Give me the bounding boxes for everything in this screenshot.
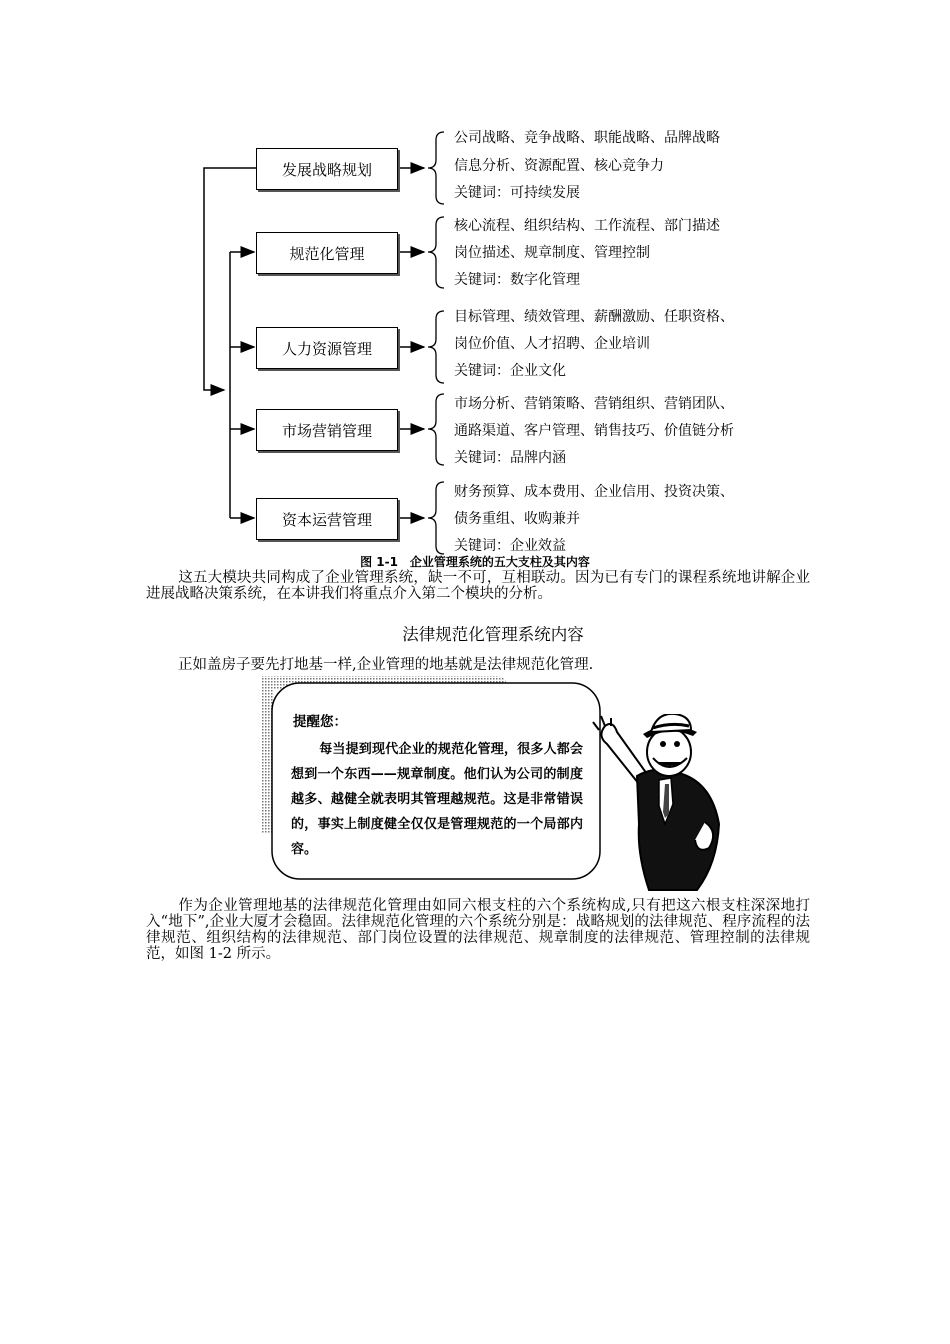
module-line: 岗位价值、人才招聘、企业培训 bbox=[454, 336, 650, 352]
figure-caption: 图 1-1 企业管理系统的五大支柱及其内容 bbox=[360, 555, 590, 569]
module-line: 核心流程、组织结构、工作流程、部门描述 bbox=[454, 218, 720, 234]
module-keyword: 关键词：数字化管理 bbox=[454, 272, 580, 288]
module-line: 债务重组、收购兼并 bbox=[454, 511, 580, 527]
module-keyword: 关键词：品牌内涵 bbox=[454, 450, 566, 466]
module-box-standardization: 规范化管理 bbox=[256, 232, 398, 274]
module-line: 市场分析、营销策略、营销组织、营销团队、 bbox=[454, 396, 734, 412]
paragraph-2-text: 正如盖房子要先打地基一样,企业管理的地基就是法律规范化管理. bbox=[178, 657, 594, 673]
module-keyword: 关键词：企业效益 bbox=[454, 538, 566, 554]
module-line: 公司战略、竞争战略、职能战略、品牌战略 bbox=[454, 130, 720, 146]
cartoon-man-illustration bbox=[587, 714, 727, 894]
module-line: 通路渠道、客户管理、销售技巧、价值链分析 bbox=[454, 423, 734, 439]
module-box-capital: 资本运营管理 bbox=[256, 498, 398, 540]
callout-title: 提醒您： bbox=[293, 714, 347, 730]
five-pillars-diagram bbox=[180, 118, 820, 558]
paragraph-1 bbox=[146, 570, 810, 602]
module-line: 信息分析、资源配置、核心竞争力 bbox=[454, 158, 664, 174]
module-box-hr: 人力资源管理 bbox=[256, 327, 398, 369]
paragraph-2 bbox=[146, 657, 810, 673]
module-keyword: 关键词：可持续发展 bbox=[454, 185, 580, 201]
module-line: 财务预算、成本费用、企业信用、投资决策、 bbox=[454, 484, 734, 500]
paragraph-1-text: 这五大模块共同构成了企业管理系统，缺一不可，互相联动。因为已有专门的课程系统地讲解企业进展战略决策系统，在本讲我们将重点介入第二个模块的分析。 bbox=[146, 570, 810, 602]
module-box-strategy: 发展战略规划 bbox=[256, 148, 398, 190]
callout-body-text: 每当提到现代企业的规范化管理，很多人都会想到一个东西——规章制度。他们认为公司的制度越多、越健全就表明其管理越规范。这是非常错误的，事实上制度健全仅仅是管理规范的一个局部内容。 bbox=[291, 742, 583, 857]
paragraph-3-text: 作为企业管理地基的法律规范化管理由如同六根支柱的六个系统构成,只有把这六根支柱深深地打入“地下”,企业大厦才会稳固。法律规范化管理的六个系统分别是：战略规划的法律规范、程序流程的法律规范、组织结构的法律规范、部门岗位设置的法律规范、规章制度的法律规范、管理控制的法律规范，如图 1-2 所示。 bbox=[146, 898, 810, 962]
module-line: 目标管理、绩效管理、薪酬激励、任职资格、 bbox=[454, 309, 734, 325]
module-box-marketing: 市场营销管理 bbox=[256, 409, 398, 451]
module-line: 岗位描述、规章制度、管理控制 bbox=[454, 245, 650, 261]
section-heading: 法律规范化管理系统内容 bbox=[402, 625, 584, 644]
paragraph-3 bbox=[146, 898, 810, 962]
module-keyword: 关键词：企业文化 bbox=[454, 363, 566, 379]
callout-body bbox=[291, 737, 583, 862]
